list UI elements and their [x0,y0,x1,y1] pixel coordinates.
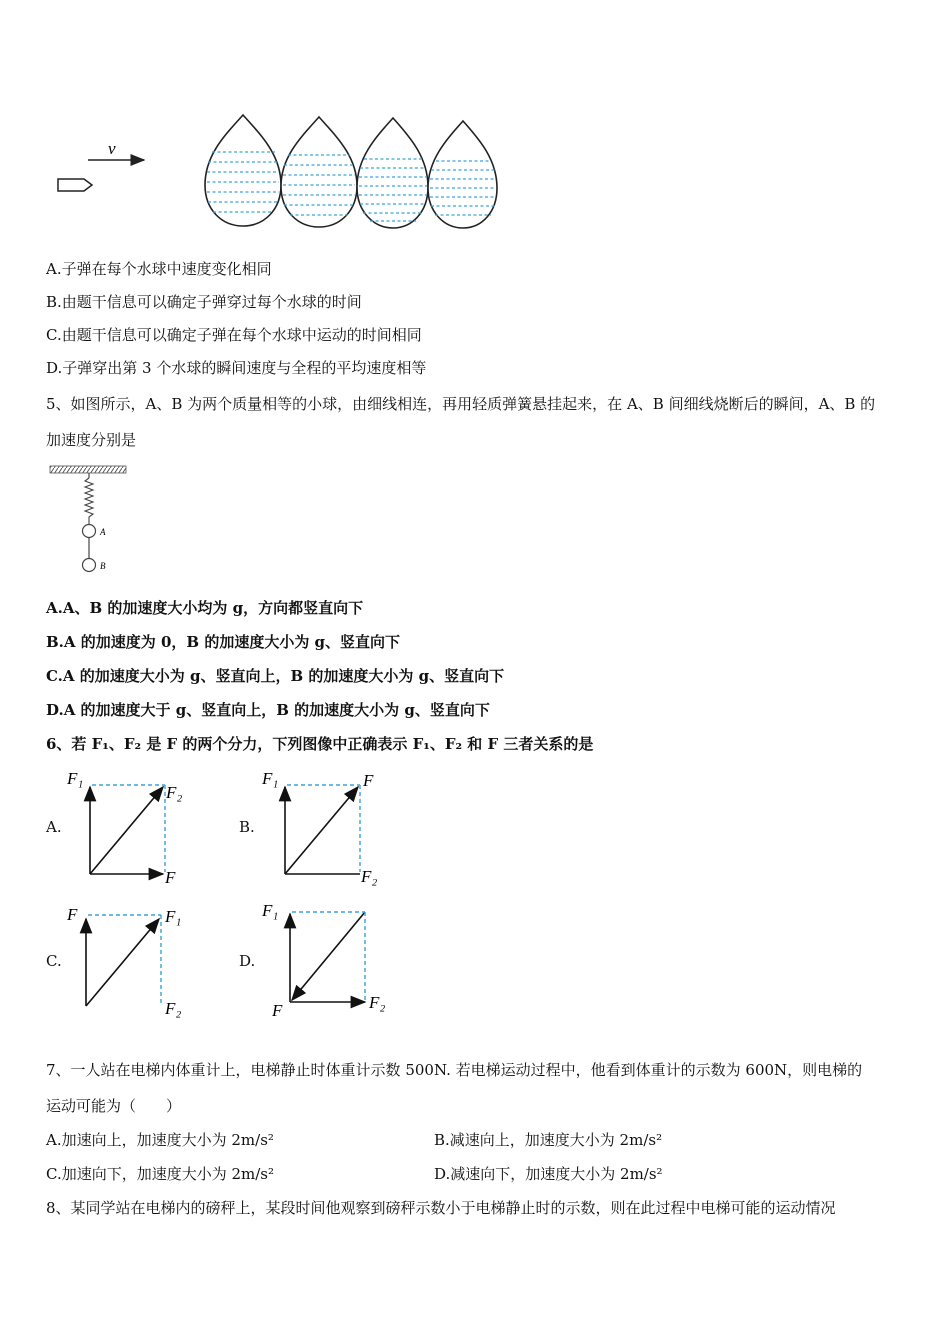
q7-stem-line2: 运动可能为（ ） [46,1097,182,1115]
spring [85,478,93,524]
water-balloon-figure [50,110,510,240]
q6-label-d: D. [239,952,256,970]
q7-option-d: D.减速向下，加速度大小为 2m/s² [434,1165,663,1183]
q6-diagram-d [257,898,397,1023]
ball-b [83,559,96,572]
q6-stem: 6、若 F₁、F₂ 是 F 的两个分力，下列图像中正确表示 F₁、F₂ 和 F 三者关系的是 [46,735,594,753]
diagram-d-top-left-label: F₁ [262,901,279,920]
q5-option-a: A.A、B 的加速度大小均为 g，方向都竖直向下 [46,599,364,617]
diagram-c-top-left-label: F [67,905,78,924]
diagram-b-top-right-label: F [363,771,374,790]
diagram-b-top-left-label: F₁ [262,769,279,788]
q4-option-d: D.子弹穿出第 3 个水球的瞬间速度与全程的平均速度相等 [46,359,427,377]
balloons [205,115,497,228]
diagram-c-top-right-label: F₁ [165,907,182,926]
q7-option-b: B.减速向上，加速度大小为 2m/s² [434,1131,663,1149]
diagram-d-bottom-right-label: F₂ [369,993,386,1012]
q6-diagram-c [62,898,197,1023]
velocity-label: v [108,139,116,158]
bullet-shape [58,179,92,191]
q6-label-b: B. [239,818,255,836]
q5-option-c: C.A 的加速度大小为 g、竖直向上，B 的加速度大小为 g、竖直向下 [46,667,505,685]
q5-option-d: D.A 的加速度大于 g、竖直向上，B 的加速度大小为 g、竖直向下 [46,701,490,719]
q7-option-a: A.加速向上，加速度大小为 2m/s² [46,1131,274,1149]
ball-b-label: B [100,561,106,571]
q5-option-b: B.A 的加速度为 0，B 的加速度大小为 g、竖直向下 [46,633,401,651]
q6-diagram-b [257,764,392,889]
q6-diagram-a [62,764,197,889]
diagram-a-top-left-label: F₁ [67,769,84,788]
ball-a [83,525,96,538]
q7-option-c: C.加速向下，加速度大小为 2m/s² [46,1165,275,1183]
ball-a-label: A [100,527,106,537]
diagram-c-bottom-right-label: F₂ [165,999,182,1018]
q6-label-a: A. [46,818,62,836]
q4-option-b: B.由题干信息可以确定子弹穿过每个水球的时间 [46,293,362,311]
diagram-a-top-right-label: F₂ [166,783,183,802]
diagram-d-bottom-left-label: F [272,1001,283,1020]
diagram-a-bottom-right-label: F [165,868,176,887]
q4-option-c: C.由题干信息可以确定子弹在每个水球中运动的时间相同 [46,326,422,344]
q6-label-c: C. [46,952,62,970]
q4-option-a: A.子弹在每个水球中速度变化相同 [46,260,272,278]
q7-stem-line1: 7、一人站在电梯内体重计上，电梯静止时体重计示数 500N. 若电梯运动过程中，他看到体重计的示数为 600N，则电梯的 [46,1061,863,1079]
q8-stem-line1: 8、某同学站在电梯内的磅秤上，某段时间他观察到磅秤示数小于电梯静止时的示数，则在此过程中电梯可能的运动情况 [46,1199,836,1217]
spring-balls-figure [46,462,136,577]
ceiling [50,466,126,473]
diagram-b-bottom-right-label: F₂ [361,867,378,886]
q5-stem-line2: 加速度分别是 [46,431,137,449]
q5-stem-line1: 5、如图所示，A、B 为两个质量相等的小球，由细线相连，再用轻质弹簧悬挂起来，在 A、B 间细线烧断后的瞬间，A、B 的 [46,395,876,413]
